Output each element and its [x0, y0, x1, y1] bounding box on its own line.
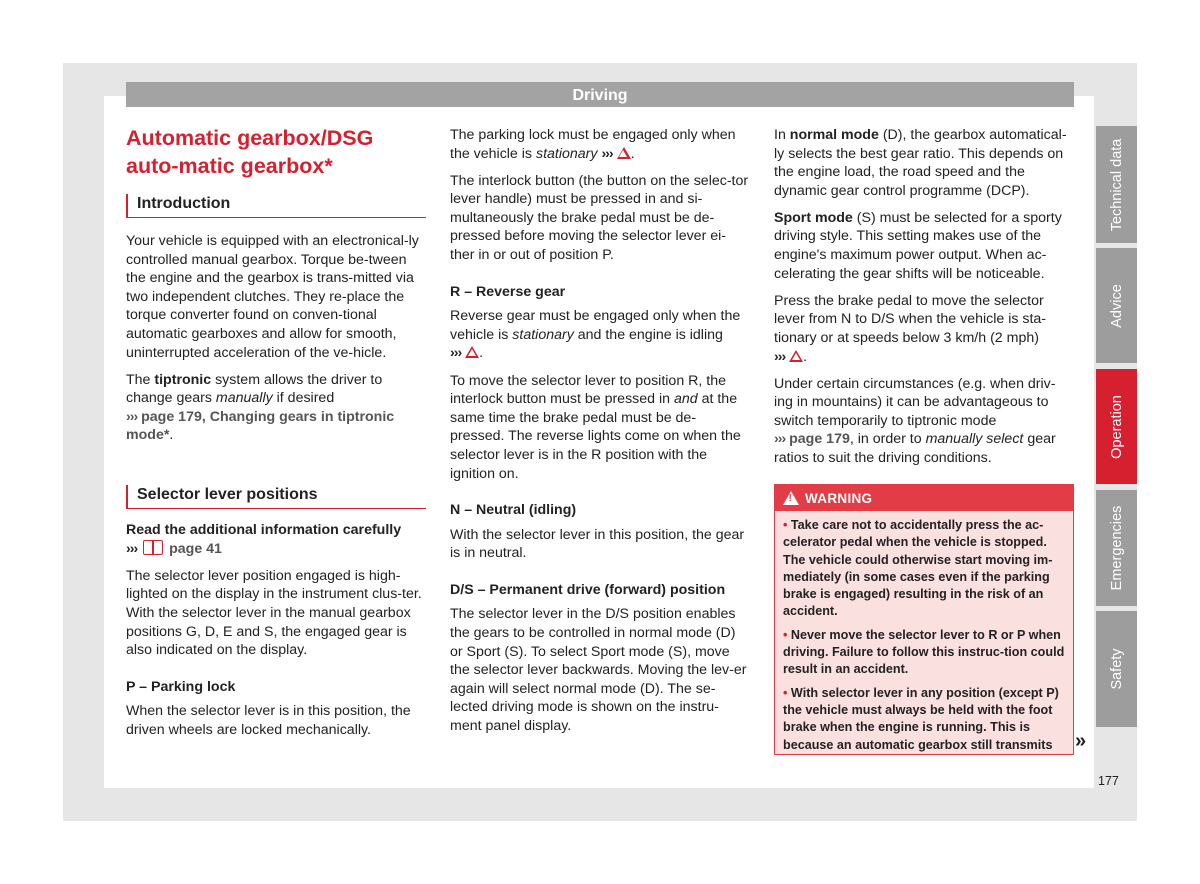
warning-box — [774, 484, 1074, 755]
selector-paragraph: The selector lever position engaged is high-lighted on the display in the instrument clus-ter. With the selector lever in the manual gearbox positions G, D, E and S, the engaged gear is also indicated on the display. — [126, 567, 422, 659]
warning-triangle-icon — [617, 147, 631, 159]
warning-item: • Take care not to accidentally press the ac-celerator pedal when the vehicle is stopped. The vehicle could otherwise start moving im-mediately (in some cases even if the parking brake is engaged) resulting in the risk of an accident. — [783, 518, 1053, 619]
column-1 — [126, 122, 426, 748]
intro-paragraph: Your vehicle is equipped with an electronical-ly controlled manual gearbox. Torque be-tween the engine and the gearbox is trans-mitted via two independent clutches. They re-place the torque converter found on conven-tional automatic gearboxes and allow for smooth, uninterrupted acceleration of the ve-hicle. — [126, 233, 419, 361]
reverse-paragraph-2: To move the selector lever to position R, the interlock button must be pressed in and at the same time the brake pedal must be de-pressed. The reverse lights come on when the selector lever is in the R position with the ignition on. — [450, 372, 741, 482]
heading-selector-lever-positions: Selector lever positions — [126, 485, 426, 509]
read-more-note: Read the additional information carefully — [126, 522, 402, 539]
page-title: Automatic gearbox/DSG auto-matic gearbox* — [126, 126, 374, 178]
link-page-179[interactable]: page 179, Changing gears in tiptronic mode* — [126, 408, 395, 444]
heading-reverse-gear: R – Reverse gear — [450, 283, 566, 300]
brake-paragraph: Press the brake pedal to move the selector lever from N to D/S when the vehicle is sta-tionary or at speeds below 3 km/h (2 mph) ››› . — [774, 292, 1047, 365]
arrow-icon: ››› — [450, 345, 462, 362]
arrow-icon: ››› — [601, 145, 613, 162]
arrow-icon: ››› — [126, 540, 138, 557]
section-header: Driving — [126, 82, 1074, 107]
tab-operation[interactable]: Operation — [1096, 369, 1137, 484]
heading-neutral: N – Neutral (idling) — [450, 502, 577, 519]
tab-emergencies[interactable]: Emergencies — [1096, 490, 1137, 606]
sport-mode-paragraph: Sport mode (S) must be selected for a sporty driving style. This setting makes use of the engine's maximum power output. When ac-celerating the gear shifts will be noticeable. — [774, 209, 1062, 282]
arrow-icon: ››› — [126, 408, 138, 425]
link-page-41[interactable]: page 41 — [169, 540, 222, 557]
drive-paragraph: The selector lever in the D/S position enables the gears to be controlled in normal mode (D) or Sport (S). To select Sport mode (S), move the selector lever backwards. Moving the lev-er again will select normal mode (D). The se-lected driving mode is shown on the instru-ment panel display. — [450, 606, 747, 735]
column-2 — [450, 126, 750, 744]
page-number: 177 — [1098, 774, 1119, 788]
heading-introduction: Introduction — [126, 194, 426, 218]
warning-header: !WARNING — [775, 485, 1073, 511]
warning-triangle-icon — [783, 491, 799, 505]
heading-drive: D/S – Permanent drive (forward) position — [450, 581, 726, 598]
arrow-icon: ››› — [774, 348, 786, 365]
warning-item: • With selector lever in any position (except P) the vehicle must always be held with the foot brake when the engine is running. This is because an automatic gearbox still transmits — [783, 685, 1059, 752]
continue-arrow-icon: » — [1075, 730, 1087, 752]
warning-triangle-icon — [465, 346, 479, 358]
tab-safety[interactable]: Safety — [1096, 611, 1137, 727]
interlock-paragraph: The interlock button (the button on the selec-tor lever handle) must be pressed in and si-multaneously the brake pedal must be de-pressed before moving the selector lever ei-ther in or out of position P. — [450, 172, 749, 264]
parking-stationary-paragraph: The parking lock must be engaged only when the vehicle is stationary ››› . — [450, 127, 736, 162]
arrow-icon: ››› — [774, 431, 786, 448]
normal-mode-paragraph: In normal mode (D), the gearbox automatical-ly selects the best gear ratio. This depends on the engine load, the road speed and the dynamic gear control programme (DCP). — [774, 127, 1067, 199]
warning-triangle-icon — [789, 350, 803, 362]
tab-advice[interactable]: Advice — [1096, 248, 1137, 363]
tiptronic-paragraph: The tiptronic system allows the driver to change gears manually if desired ››› page 179, Changing gears in tiptronic mode*. — [126, 371, 395, 444]
neutral-paragraph: With the selector lever in this position, the gear is in neutral. — [450, 526, 745, 562]
heading-parking-lock: P – Parking lock — [126, 678, 236, 695]
tab-technical-data[interactable]: Technical data — [1096, 126, 1137, 243]
link-page-179-b[interactable]: page 179 — [785, 431, 850, 448]
column-3 — [774, 126, 1074, 476]
book-reference-icon — [143, 540, 163, 555]
read-more-ref — [126, 540, 426, 559]
circumstances-paragraph: Under certain circumstances (e.g. when driv-ing in mountains) it can be advantageous to switch temporarily to tiptronic mode ››› page 179, in order to manually select gear ratios to suit the driving conditions. — [774, 375, 1056, 466]
warning-item: • Never move the selector lever to R or P when driving. Failure to follow this instruc-tion could result in an accident. — [783, 627, 1065, 677]
parking-paragraph: When the selector lever is in this position, the driven wheels are locked mechanically. — [126, 703, 411, 738]
warning-body — [775, 511, 1073, 754]
reverse-paragraph-1: Reverse gear must be engaged only when the vehicle is stationary and the engine is idling ››› . — [450, 308, 741, 362]
